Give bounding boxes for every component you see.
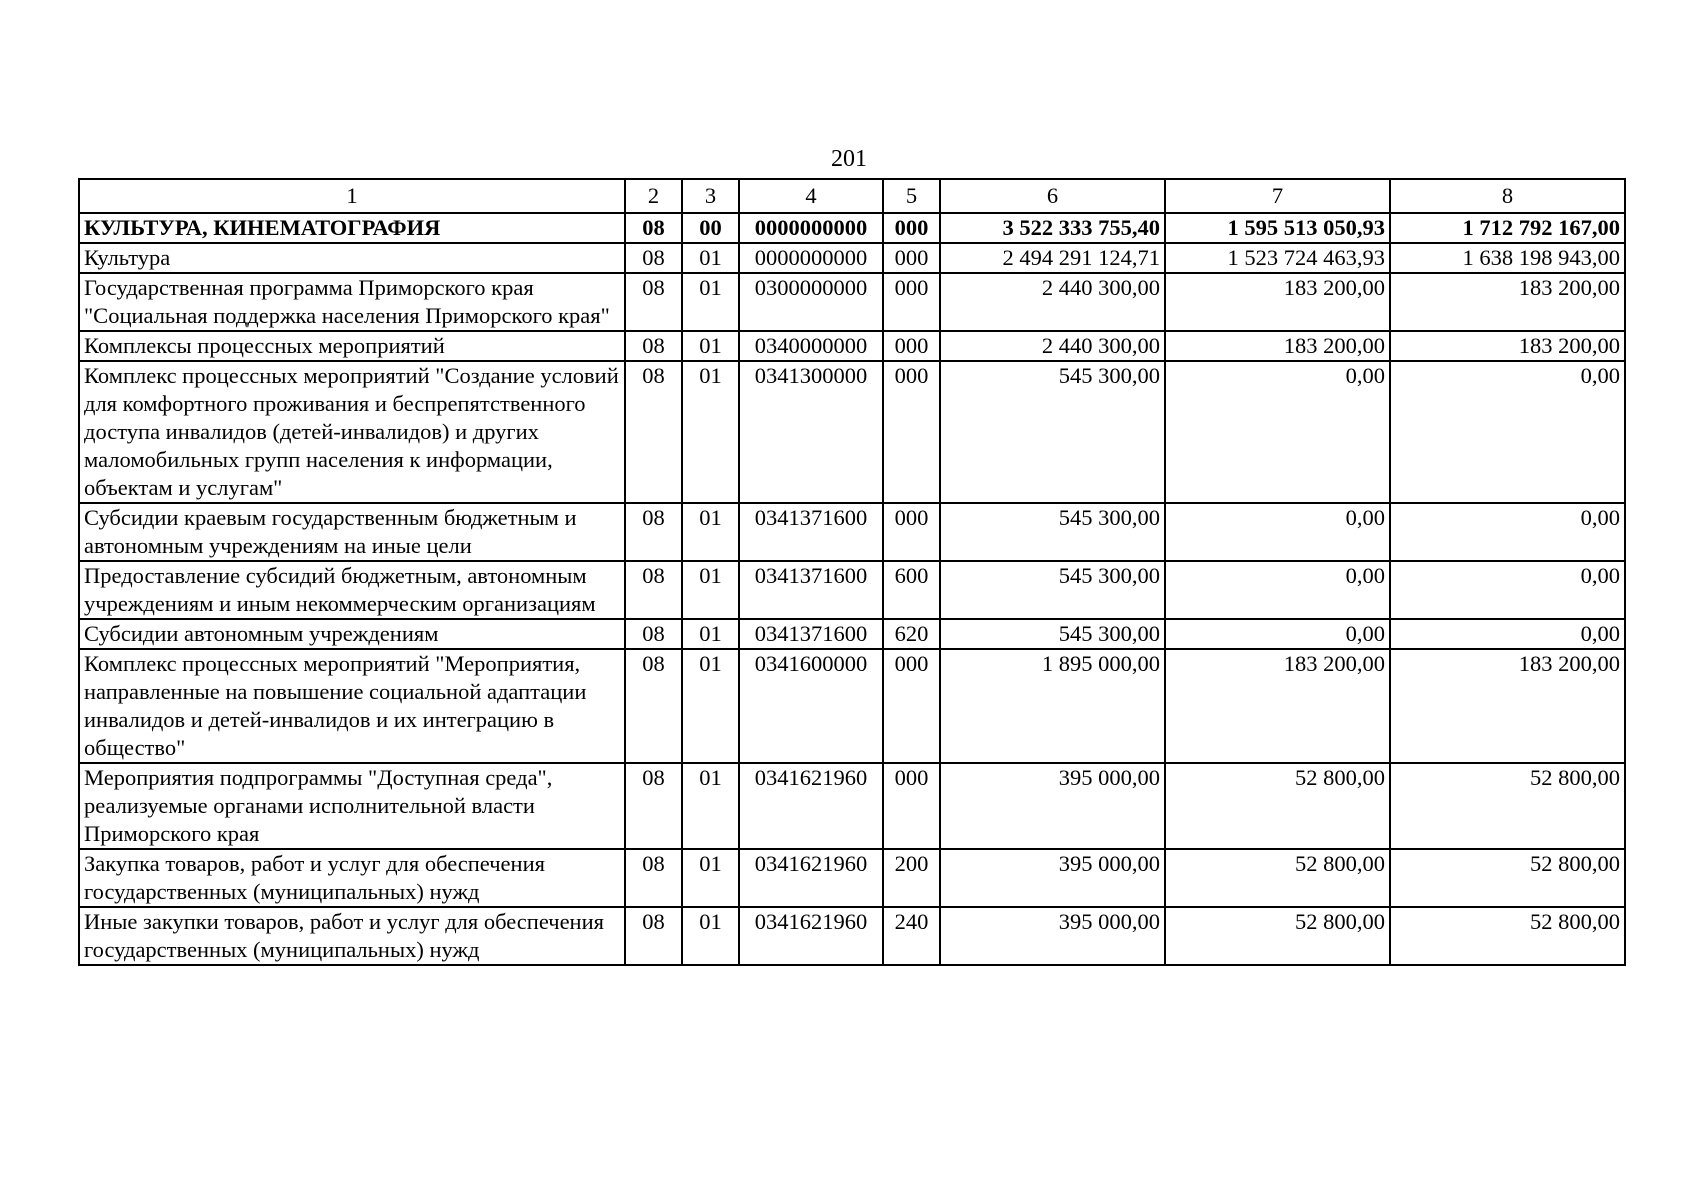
table-row xyxy=(79,907,1625,965)
amount-col8-cell: 0,00 xyxy=(1390,503,1625,561)
amount-col7-cell: 0,00 xyxy=(1165,561,1390,619)
amount-col6-cell: 545 300,00 xyxy=(940,619,1165,649)
target-article-cell: 0300000000 xyxy=(739,273,883,331)
column-header-5: 5 xyxy=(883,179,940,213)
table-row xyxy=(79,273,1625,331)
amount-col8-cell: 1 712 792 167,00 xyxy=(1390,213,1625,243)
amount-col8-cell: 0,00 xyxy=(1390,361,1625,503)
subsection-code-cell: 01 xyxy=(682,361,739,503)
amount-col7-cell: 52 800,00 xyxy=(1165,907,1390,965)
expense-type-cell: 620 xyxy=(883,619,940,649)
subsection-code-cell: 01 xyxy=(682,243,739,273)
row-name-cell: Субсидии краевым государственным бюджетным и автономным учреждениям на иные цели xyxy=(79,503,625,561)
row-name-cell: Комплекс процессных мероприятий "Создание условий для комфортного проживания и беспрепятственного доступа инвалидов (детей-инвалидов) и других маломобильных групп населения к информации, объектам и услугам" xyxy=(79,361,625,503)
subsection-code-cell: 01 xyxy=(682,907,739,965)
section-code-cell: 08 xyxy=(625,907,682,965)
target-article-cell: 0341300000 xyxy=(739,361,883,503)
expense-type-cell: 600 xyxy=(883,561,940,619)
expense-type-cell: 000 xyxy=(883,649,940,763)
section-code-cell: 08 xyxy=(625,649,682,763)
row-name-cell: Культура xyxy=(79,243,625,273)
section-code-cell: 08 xyxy=(625,331,682,361)
table-row xyxy=(79,649,1625,763)
page-number: 201 xyxy=(831,146,867,172)
subsection-code-cell: 01 xyxy=(682,273,739,331)
amount-col7-cell: 1 523 724 463,93 xyxy=(1165,243,1390,273)
target-article-cell: 0341621960 xyxy=(739,849,883,907)
subsection-code-cell: 01 xyxy=(682,763,739,849)
table-row xyxy=(79,503,1625,561)
expense-type-cell: 000 xyxy=(883,213,940,243)
target-article-cell: 0341621960 xyxy=(739,907,883,965)
amount-col8-cell: 52 800,00 xyxy=(1390,907,1625,965)
row-name-cell: Субсидии автономным учреждениям xyxy=(79,619,625,649)
expense-type-cell: 000 xyxy=(883,503,940,561)
row-name-cell: Закупка товаров, работ и услуг для обеспечения государственных (муниципальных) нужд xyxy=(79,849,625,907)
subsection-code-cell: 01 xyxy=(682,503,739,561)
section-code-cell: 08 xyxy=(625,273,682,331)
subsection-code-cell: 00 xyxy=(682,213,739,243)
subsection-code-cell: 01 xyxy=(682,619,739,649)
row-name-cell: Комплексы процессных мероприятий xyxy=(79,331,625,361)
section-code-cell: 08 xyxy=(625,619,682,649)
amount-col8-cell: 52 800,00 xyxy=(1390,763,1625,849)
table-row xyxy=(79,243,1625,273)
amount-col8-cell: 183 200,00 xyxy=(1390,273,1625,331)
amount-col6-cell: 395 000,00 xyxy=(940,907,1165,965)
subsection-code-cell: 01 xyxy=(682,561,739,619)
amount-col6-cell: 395 000,00 xyxy=(940,763,1165,849)
amount-col6-cell: 2 440 300,00 xyxy=(940,273,1165,331)
amount-col8-cell: 0,00 xyxy=(1390,619,1625,649)
row-name-cell: Предоставление субсидий бюджетным, автономным учреждениям и иным некоммерческим организациям xyxy=(79,561,625,619)
section-code-cell: 08 xyxy=(625,763,682,849)
row-name-cell: Комплекс процессных мероприятий "Мероприятия, направленные на повышение социальной адаптации инвалидов и детей-инвалидов и их интеграцию в общество" xyxy=(79,649,625,763)
amount-col6-cell: 545 300,00 xyxy=(940,503,1165,561)
amount-col7-cell: 0,00 xyxy=(1165,503,1390,561)
amount-col7-cell: 52 800,00 xyxy=(1165,763,1390,849)
amount-col7-cell: 0,00 xyxy=(1165,619,1390,649)
expense-type-cell: 000 xyxy=(883,763,940,849)
row-name-cell: КУЛЬТУРА, КИНЕМАТОГРАФИЯ xyxy=(79,213,625,243)
amount-col7-cell: 183 200,00 xyxy=(1165,649,1390,763)
table-row xyxy=(79,619,1625,649)
column-header-6: 6 xyxy=(940,179,1165,213)
section-code-cell: 08 xyxy=(625,503,682,561)
expense-type-cell: 200 xyxy=(883,849,940,907)
section-code-cell: 08 xyxy=(625,561,682,619)
expense-type-cell: 000 xyxy=(883,331,940,361)
subsection-code-cell: 01 xyxy=(682,649,739,763)
table-row xyxy=(79,763,1625,849)
row-name-cell: Мероприятия подпрограммы "Доступная среда", реализуемые органами исполнительной власти Приморского края xyxy=(79,763,625,849)
amount-col7-cell: 52 800,00 xyxy=(1165,849,1390,907)
target-article-cell: 0341371600 xyxy=(739,503,883,561)
amount-col6-cell: 545 300,00 xyxy=(940,561,1165,619)
budget-table xyxy=(78,178,1626,966)
column-header-4: 4 xyxy=(739,179,883,213)
table-row xyxy=(79,331,1625,361)
expense-type-cell: 240 xyxy=(883,907,940,965)
expense-type-cell: 000 xyxy=(883,273,940,331)
expense-type-cell: 000 xyxy=(883,361,940,503)
table-row xyxy=(79,361,1625,503)
amount-col8-cell: 0,00 xyxy=(1390,561,1625,619)
row-name-cell: Иные закупки товаров, работ и услуг для обеспечения государственных (муниципальных) нужд xyxy=(79,907,625,965)
target-article-cell: 0340000000 xyxy=(739,331,883,361)
column-header-1: 1 xyxy=(79,179,625,213)
target-article-cell: 0341621960 xyxy=(739,763,883,849)
table-row xyxy=(79,561,1625,619)
amount-col7-cell: 183 200,00 xyxy=(1165,331,1390,361)
expense-type-cell: 000 xyxy=(883,243,940,273)
amount-col7-cell: 183 200,00 xyxy=(1165,273,1390,331)
amount-col6-cell: 1 895 000,00 xyxy=(940,649,1165,763)
column-header-7: 7 xyxy=(1165,179,1390,213)
section-code-cell: 08 xyxy=(625,849,682,907)
amount-col6-cell: 2 440 300,00 xyxy=(940,331,1165,361)
subsection-code-cell: 01 xyxy=(682,331,739,361)
amount-col6-cell: 2 494 291 124,71 xyxy=(940,243,1165,273)
target-article-cell: 0000000000 xyxy=(739,243,883,273)
table-row xyxy=(79,213,1625,243)
amount-col8-cell: 52 800,00 xyxy=(1390,849,1625,907)
amount-col8-cell: 183 200,00 xyxy=(1390,331,1625,361)
column-header-2: 2 xyxy=(625,179,682,213)
table-row xyxy=(79,849,1625,907)
target-article-cell: 0000000000 xyxy=(739,213,883,243)
amount-col6-cell: 395 000,00 xyxy=(940,849,1165,907)
target-article-cell: 0341371600 xyxy=(739,619,883,649)
section-code-cell: 08 xyxy=(625,243,682,273)
amount-col8-cell: 1 638 198 943,00 xyxy=(1390,243,1625,273)
amount-col8-cell: 183 200,00 xyxy=(1390,649,1625,763)
amount-col6-cell: 3 522 333 755,40 xyxy=(940,213,1165,243)
section-code-cell: 08 xyxy=(625,361,682,503)
column-header-3: 3 xyxy=(682,179,739,213)
amount-col6-cell: 545 300,00 xyxy=(940,361,1165,503)
target-article-cell: 0341600000 xyxy=(739,649,883,763)
section-code-cell: 08 xyxy=(625,213,682,243)
subsection-code-cell: 01 xyxy=(682,849,739,907)
amount-col7-cell: 0,00 xyxy=(1165,361,1390,503)
amount-col7-cell: 1 595 513 050,93 xyxy=(1165,213,1390,243)
header-row xyxy=(79,179,1625,213)
row-name-cell: Государственная программа Приморского края "Социальная поддержка населения Приморского края" xyxy=(79,273,625,331)
target-article-cell: 0341371600 xyxy=(739,561,883,619)
column-header-8: 8 xyxy=(1390,179,1625,213)
